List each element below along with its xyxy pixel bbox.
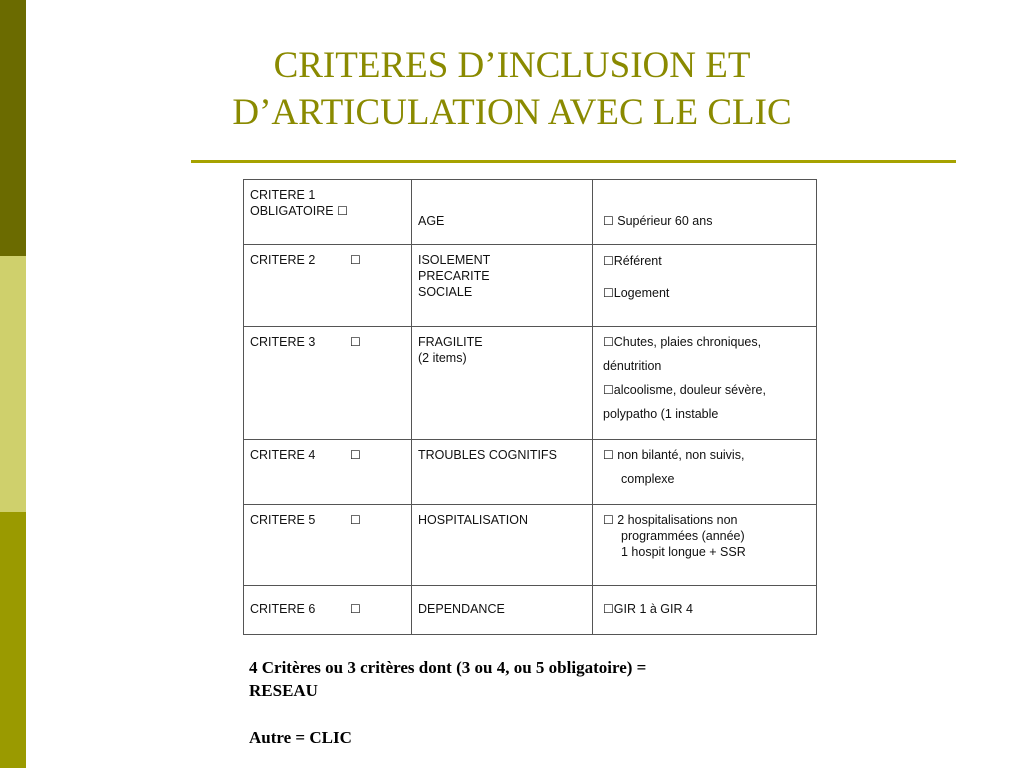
- rule-clic: Autre = CLIC: [249, 728, 352, 747]
- criterion-cell: [244, 180, 412, 245]
- criterion-label: OBLIGATOIRE: [250, 204, 334, 218]
- detail-text: non bilanté, non suivis,: [617, 448, 745, 462]
- table-row: [244, 327, 817, 440]
- checkbox-icon: ☐: [350, 253, 361, 267]
- checkbox-icon: ☐: [603, 254, 614, 268]
- criteria-table: [243, 179, 817, 635]
- checkbox-icon: ☐: [603, 602, 614, 616]
- domain-cell: [412, 180, 593, 245]
- domain-label: PRECARITE: [418, 269, 490, 283]
- table-row: [244, 180, 817, 245]
- accent-bar-bottom: [0, 512, 26, 768]
- detail-cell: [593, 505, 817, 586]
- criterion-label: CRITERE 6: [250, 602, 316, 616]
- checkbox-icon: ☐: [603, 335, 614, 349]
- criterion-cell: [244, 327, 412, 440]
- domain-label: FRAGILITE: [418, 335, 483, 349]
- criterion-cell: [244, 440, 412, 505]
- table-row: [244, 245, 817, 327]
- detail-text: programmées (année): [621, 529, 745, 543]
- slide-title-line-2: D’ARTICULATION AVEC LE CLIC: [232, 92, 792, 133]
- detail-text: Supérieur 60 ans: [617, 214, 713, 228]
- criterion-label: CRITERE 3: [250, 335, 316, 349]
- domain-label: HOSPITALISATION: [418, 513, 528, 527]
- rule-network-line-1: 4 Critères ou 3 critères dont (3 ou 4, ou 5 obligatoire) =: [249, 658, 647, 677]
- criterion-label: CRITERE 4: [250, 448, 316, 462]
- accent-bar-top: [0, 0, 26, 256]
- checkbox-icon: ☐: [350, 513, 361, 527]
- accent-bar-middle: [0, 256, 26, 512]
- detail-text: 2 hospitalisations non: [617, 513, 738, 527]
- domain-cell: [412, 440, 593, 505]
- domain-cell: [412, 245, 593, 327]
- domain-label: DEPENDANCE: [418, 602, 505, 616]
- domain-label: (2 items): [418, 351, 467, 365]
- table-row: [244, 505, 817, 586]
- checkbox-icon: ☐: [603, 286, 614, 300]
- checkbox-icon: ☐: [337, 204, 348, 218]
- checkbox-icon: ☐: [603, 383, 614, 397]
- domain-label: SOCIALE: [418, 285, 473, 299]
- detail-text: complexe: [621, 472, 675, 486]
- domain-label: ISOLEMENT: [418, 253, 491, 267]
- checkbox-icon: ☐: [603, 448, 614, 462]
- detail-text: alcoolisme, douleur sévère,: [613, 383, 766, 397]
- criterion-cell: [244, 505, 412, 586]
- detail-cell: [593, 327, 817, 440]
- detail-cell: [593, 440, 817, 505]
- domain-cell: [412, 327, 593, 440]
- rule-network-line-2: RESEAU: [249, 681, 318, 700]
- detail-text: GIR 1 à GIR 4: [613, 602, 693, 616]
- detail-text: Chutes, plaies chroniques,: [613, 335, 762, 349]
- criterion-label: CRITERE 1: [250, 188, 316, 202]
- checkbox-icon: ☐: [350, 448, 361, 462]
- criterion-label: CRITERE 2: [250, 253, 316, 267]
- criterion-label: CRITERE 5: [250, 513, 316, 527]
- checkbox-icon: ☐: [350, 335, 361, 349]
- detail-cell: [593, 180, 817, 245]
- domain-label: TROUBLES COGNITIFS: [418, 448, 557, 462]
- domain-label: AGE: [418, 214, 445, 228]
- title-divider: [191, 160, 956, 163]
- detail-text: Logement: [613, 286, 670, 300]
- checkbox-icon: ☐: [603, 214, 614, 228]
- table-row: [244, 586, 817, 635]
- slide-title-line-1: CRITERES D’INCLUSION ET: [273, 45, 751, 86]
- detail-text: Référent: [613, 254, 662, 268]
- detail-text: polypatho (1 instable: [603, 407, 719, 421]
- criterion-cell: [244, 586, 412, 635]
- checkbox-icon: ☐: [350, 602, 361, 616]
- detail-cell: [593, 586, 817, 635]
- domain-cell: [412, 505, 593, 586]
- detail-text: 1 hospit longue + SSR: [621, 545, 746, 559]
- criterion-cell: [244, 245, 412, 327]
- detail-text: dénutrition: [603, 359, 662, 373]
- table-row: [244, 440, 817, 505]
- slide-title: [60, 42, 964, 136]
- detail-cell: [593, 245, 817, 327]
- domain-cell: [412, 586, 593, 635]
- rule-network: [249, 656, 809, 702]
- checkbox-icon: ☐: [603, 513, 614, 527]
